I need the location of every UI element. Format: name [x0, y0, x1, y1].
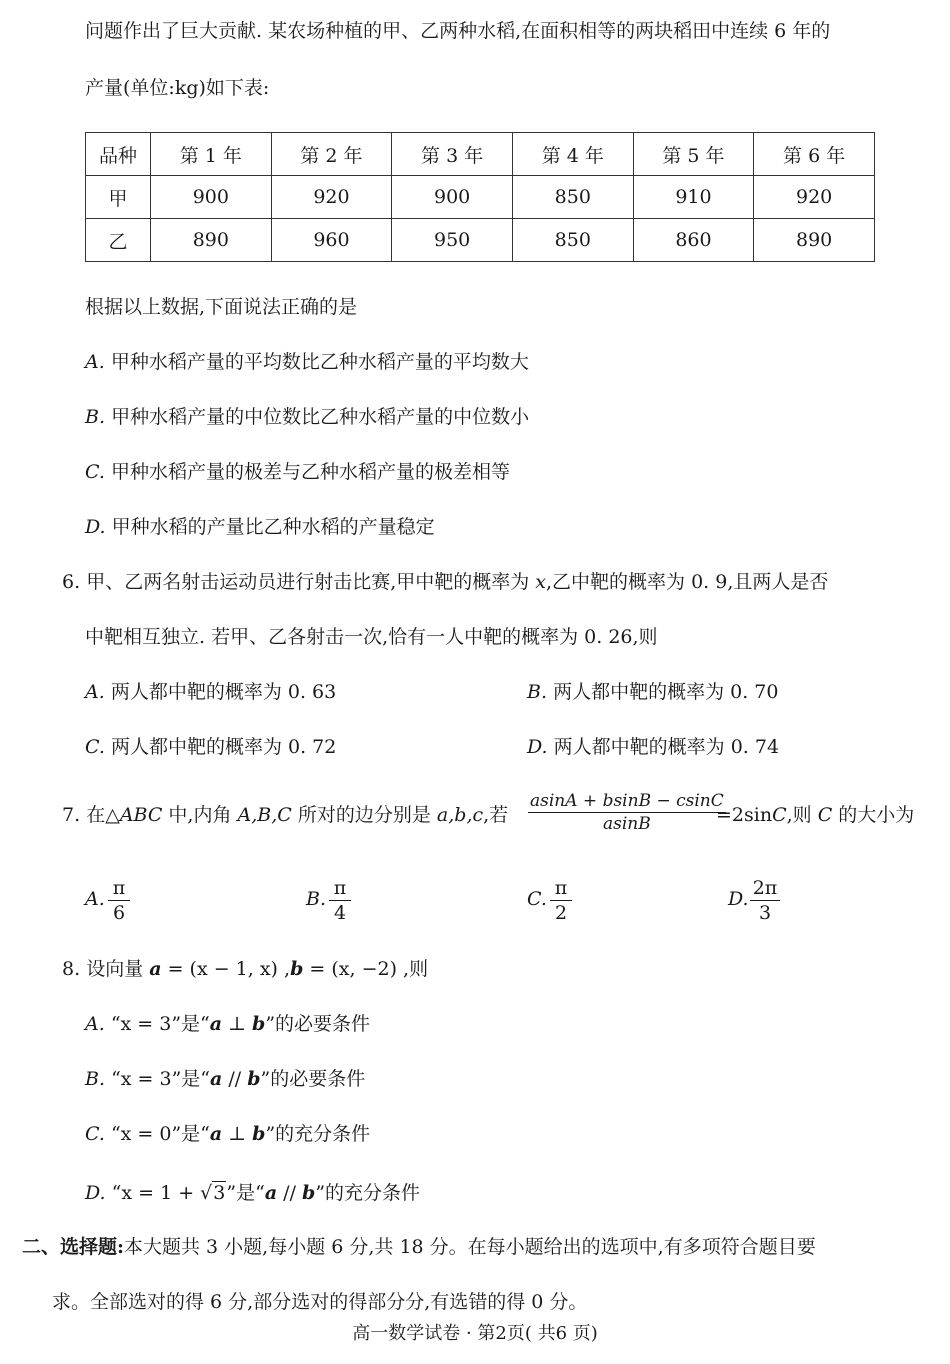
option-text: 两人都中靶的概率为 0. 74 — [553, 736, 780, 758]
q6-option-c — [85, 738, 336, 757]
q7-text: 所对的边分别是 — [291, 804, 437, 826]
option-text: 甲种水稻产量的中位数比乙种水稻产量的中位数小 — [111, 406, 530, 428]
option-condition: “x = 0”是“ — [110, 1123, 210, 1145]
vector-a: a — [209, 1013, 223, 1035]
option-condition: “x = 1 + — [111, 1182, 201, 1204]
table-row — [86, 219, 875, 262]
q7-fraction — [528, 793, 726, 833]
option-label: A. — [85, 351, 105, 373]
question-number: 6. — [62, 571, 81, 593]
fraction-numerator: 2π — [752, 877, 778, 899]
table-cell: 850 — [512, 176, 633, 219]
option-condition: “x = 3”是“ — [110, 1013, 210, 1035]
table-cell: 960 — [271, 219, 392, 262]
vector-b: b — [252, 1123, 266, 1145]
option-label: D. — [728, 888, 749, 910]
sqrt-radicand: 3 — [213, 1182, 226, 1204]
triangle-name: ABC — [119, 804, 163, 826]
q6-line-1 — [62, 573, 828, 592]
option-text: 两人都中靶的概率为 0. 63 — [110, 681, 337, 703]
vector-a: a — [209, 1123, 223, 1145]
fraction-numerator: π — [333, 877, 347, 899]
option-label: B. — [85, 1068, 106, 1090]
fraction-denominator: asinB — [603, 814, 651, 834]
table-cell: 920 — [271, 176, 392, 219]
sides: a,b,c — [436, 804, 484, 826]
vector-b: b — [247, 1068, 261, 1090]
q5-option-a — [85, 353, 529, 372]
table-cell: 甲 — [86, 176, 151, 219]
vector-b: b — [252, 1013, 266, 1035]
fraction-denominator: 2 — [554, 902, 568, 924]
vector-a: a — [210, 1068, 223, 1090]
option-label: A. — [85, 888, 105, 910]
q7-text: =2sin — [716, 804, 773, 826]
q8-option-a — [85, 1015, 370, 1034]
q7-stem-right — [716, 806, 914, 825]
q5-option-b — [85, 408, 529, 427]
table-cell: 910 — [633, 176, 754, 219]
section-title: 二、选择题: — [22, 1236, 125, 1258]
table-header-cell: 第 3 年 — [392, 133, 513, 176]
table-header-row — [86, 133, 875, 176]
table-cell: 860 — [633, 219, 754, 262]
relation: // — [277, 1182, 303, 1204]
relation: // — [222, 1068, 248, 1090]
var-c: C — [772, 804, 787, 826]
q8-option-b — [85, 1070, 365, 1089]
option-text: 甲种水稻的产量比乙种水稻的产量稳定 — [111, 516, 435, 538]
q6-line-2: 中靶相互独立. 若甲、乙各射击一次,恰有一人中靶的概率为 0. 26,则 — [85, 626, 658, 648]
fraction-numerator: π — [112, 877, 126, 899]
fraction-denominator: 6 — [112, 902, 126, 924]
fraction-denominator: 3 — [758, 902, 772, 924]
option-label: B. — [527, 681, 548, 703]
option-label: D. — [527, 736, 548, 758]
question-number: 7. — [62, 804, 81, 826]
q5-option-d — [85, 518, 435, 537]
option-text: 甲种水稻产量的平均数比乙种水稻产量的平均数大 — [110, 351, 529, 373]
q7-option-a-fraction — [108, 879, 130, 923]
option-label: B. — [85, 406, 106, 428]
q6-option-d — [527, 738, 779, 757]
table-cell: 890 — [754, 219, 875, 262]
option-tail: ”的必要条件 — [260, 1068, 366, 1090]
relation: ⊥ — [222, 1013, 253, 1035]
var-x: x — [535, 571, 546, 593]
intro-line-2: 产量(单位:kg)如下表: — [85, 77, 270, 99]
option-condition: “x = 3”是“ — [111, 1068, 211, 1090]
q6-text: ,乙中靶的概率为 0. 9,且两人是否 — [546, 571, 829, 593]
table-cell: 920 — [754, 176, 875, 219]
yield-table — [85, 132, 875, 262]
section-text: 本大题共 3 小题,每小题 6 分,共 18 分。在每小题给出的选项中,有多项符合题目要 — [124, 1236, 816, 1258]
q8-option-c — [85, 1125, 370, 1144]
q7-option-d-fraction — [750, 879, 780, 923]
q8-option-d — [85, 1184, 420, 1203]
option-label: A. — [85, 1013, 105, 1035]
page-footer: 高一数学试卷 · 第2页( 共6 页) — [352, 1323, 598, 1344]
table-header-cell: 第 4 年 — [512, 133, 633, 176]
option-text: 两人都中靶的概率为 0. 70 — [553, 681, 779, 703]
q7-text: 的大小为 — [832, 804, 915, 826]
q6-option-a — [85, 683, 336, 702]
q7-text: 中,内角 — [162, 804, 238, 826]
q7-stem-left — [62, 806, 508, 825]
vector-b: b — [290, 958, 304, 980]
option-label: D. — [85, 516, 106, 538]
q7-option-c-fraction — [550, 879, 572, 923]
option-label: B. — [306, 888, 327, 910]
table-cell: 乙 — [86, 219, 151, 262]
option-text: 两人都中靶的概率为 0. 72 — [110, 736, 337, 758]
option-condition: ”是“ — [226, 1182, 265, 1204]
option-label: A. — [85, 681, 105, 703]
sqrt-sign: √ — [200, 1182, 213, 1204]
table-cell: 900 — [151, 176, 272, 219]
table-cell: 850 — [512, 219, 633, 262]
q8-text: = (x − 1, x) , — [161, 958, 291, 980]
q6-option-b — [527, 683, 778, 702]
option-label: C. — [527, 888, 547, 910]
option-tail: ”的充分条件 — [315, 1182, 421, 1204]
option-tail: ”的充分条件 — [265, 1123, 371, 1145]
q7-text: 在△ — [86, 804, 120, 826]
vector-a: a — [264, 1182, 278, 1204]
fraction-numerator: π — [554, 877, 568, 899]
table-header-cell: 第 5 年 — [633, 133, 754, 176]
fraction-numerator: asinA + bsinB − csinC — [530, 791, 724, 811]
section-2-line-1 — [22, 1238, 816, 1257]
relation: ⊥ — [222, 1123, 253, 1145]
fraction-denominator: 4 — [333, 902, 347, 924]
table-cell: 950 — [392, 219, 513, 262]
table-header-cell: 第 6 年 — [754, 133, 875, 176]
angles: A,B,C — [237, 804, 292, 826]
q5-option-c — [85, 463, 510, 482]
section-2-line-2: 求。全部选对的得 6 分,部分选对的得部分分,有选错的得 0 分。 — [52, 1291, 588, 1313]
q7-text: ,则 — [786, 804, 818, 826]
intro-line-1: 问题作出了巨大贡献. 某农场种植的甲、乙两种水稻,在面积相等的两块稻田中连续 6 年的 — [85, 20, 831, 42]
option-label: C. — [85, 1123, 105, 1145]
option-label: C. — [85, 736, 105, 758]
table-header-cell: 第 1 年 — [151, 133, 272, 176]
vector-a: a — [149, 958, 162, 980]
table-cell: 900 — [392, 176, 513, 219]
q7-option-b-fraction — [329, 879, 351, 923]
table-header-cell: 品种 — [86, 133, 151, 176]
option-label: D. — [85, 1182, 106, 1204]
option-label: C. — [85, 461, 105, 483]
q6-text: 甲、乙两名射击运动员进行射击比赛,甲中靶的概率为 — [86, 571, 536, 593]
q8-text: 设向量 — [86, 958, 150, 980]
option-tail: ”的必要条件 — [265, 1013, 371, 1035]
q8-stem — [62, 960, 428, 979]
q7-text: ,若 — [483, 804, 509, 826]
vector-b: b — [302, 1182, 316, 1204]
option-text: 甲种水稻产量的极差与乙种水稻产量的极差相等 — [110, 461, 510, 483]
q8-text: = (x, −2) ,则 — [303, 958, 429, 980]
question-number: 8. — [62, 958, 81, 980]
table-row — [86, 176, 875, 219]
table-header-cell: 第 2 年 — [271, 133, 392, 176]
q5-stem: 根据以上数据,下面说法正确的是 — [85, 296, 358, 318]
var-c: C — [817, 804, 833, 826]
table-cell: 890 — [151, 219, 272, 262]
